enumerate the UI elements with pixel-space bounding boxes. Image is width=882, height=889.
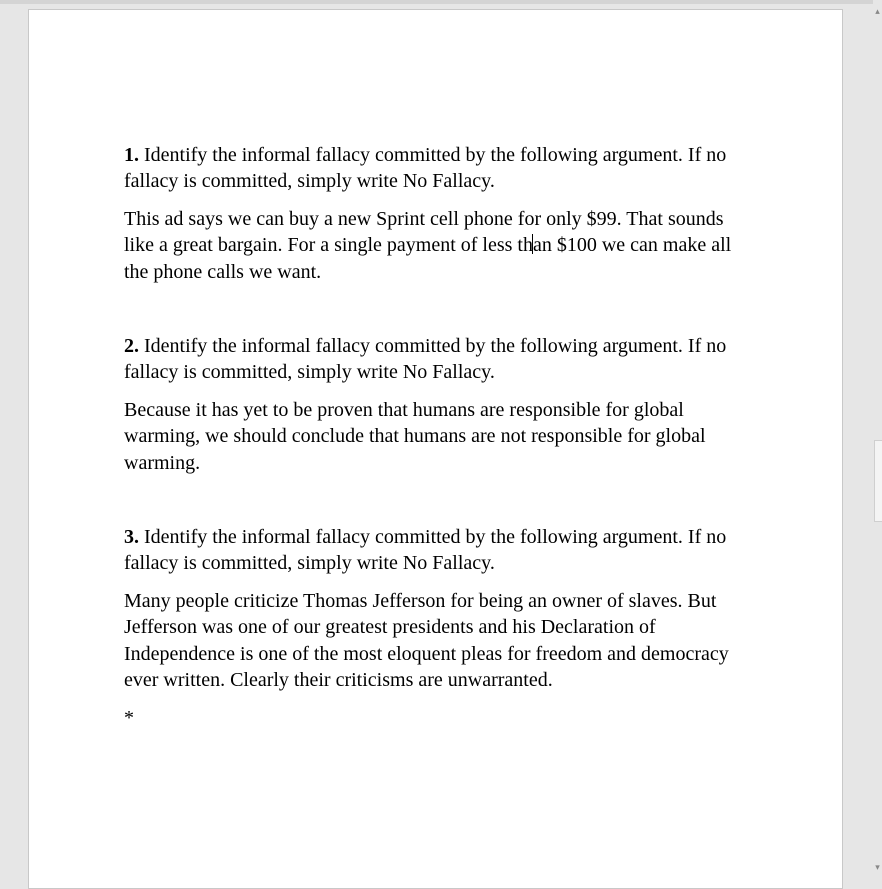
document-page[interactable] <box>28 9 843 889</box>
question-3-number: 3. <box>124 526 139 549</box>
question-1-argument-text-b: an $100 we can make all the phone calls we want. <box>124 234 732 283</box>
question-2-argument: Because it has yet to be proven that humans are responsible for global warming, we should conclude that humans are not responsible for global warming. <box>124 398 706 474</box>
vertical-scrollbar[interactable] <box>873 0 882 876</box>
question-3-prompt <box>124 524 749 577</box>
question-2-prompt-text: Identify the informal fallacy committed by the following argument. If no fallacy is committed, simply write No Fallacy. <box>124 335 727 384</box>
question-1-prompt-text: Identify the informal fallacy committed by the following argument. If no fallacy is committed, simply write No Fallacy. <box>124 144 727 193</box>
question-3-prompt-text: Identify the informal fallacy committed by the following argument. If no fallacy is committed, simply write No Fallacy. <box>124 526 727 575</box>
scrollbar-thumb[interactable] <box>874 440 882 522</box>
question-1-number: 1. <box>124 144 139 166</box>
footer-asterisk: * <box>124 706 134 729</box>
question-2-prompt <box>124 333 749 386</box>
question-1-argument-text-a: This ad says we can buy a new Sprint cell phone for only $99. That sounds like a great bargain. For a single payment of less th <box>124 207 724 257</box>
question-1-prompt <box>124 142 749 195</box>
document-body[interactable] <box>124 142 749 742</box>
question-1-argument <box>124 206 749 285</box>
window-top-border <box>0 0 882 4</box>
scroll-up-icon[interactable]: ▴ <box>875 7 880 17</box>
scroll-down-icon[interactable]: ▾ <box>875 863 880 873</box>
question-2-number: 2. <box>124 335 139 358</box>
question-3-argument: Many people criticize Thomas Jefferson for being an owner of slaves. But Jefferson was one of our greatest presidents and his Declaration of Independence is one of the most eloquent pleas for freedom and democracy ever written. Clearly their criticisms are unwarranted. <box>124 589 729 692</box>
